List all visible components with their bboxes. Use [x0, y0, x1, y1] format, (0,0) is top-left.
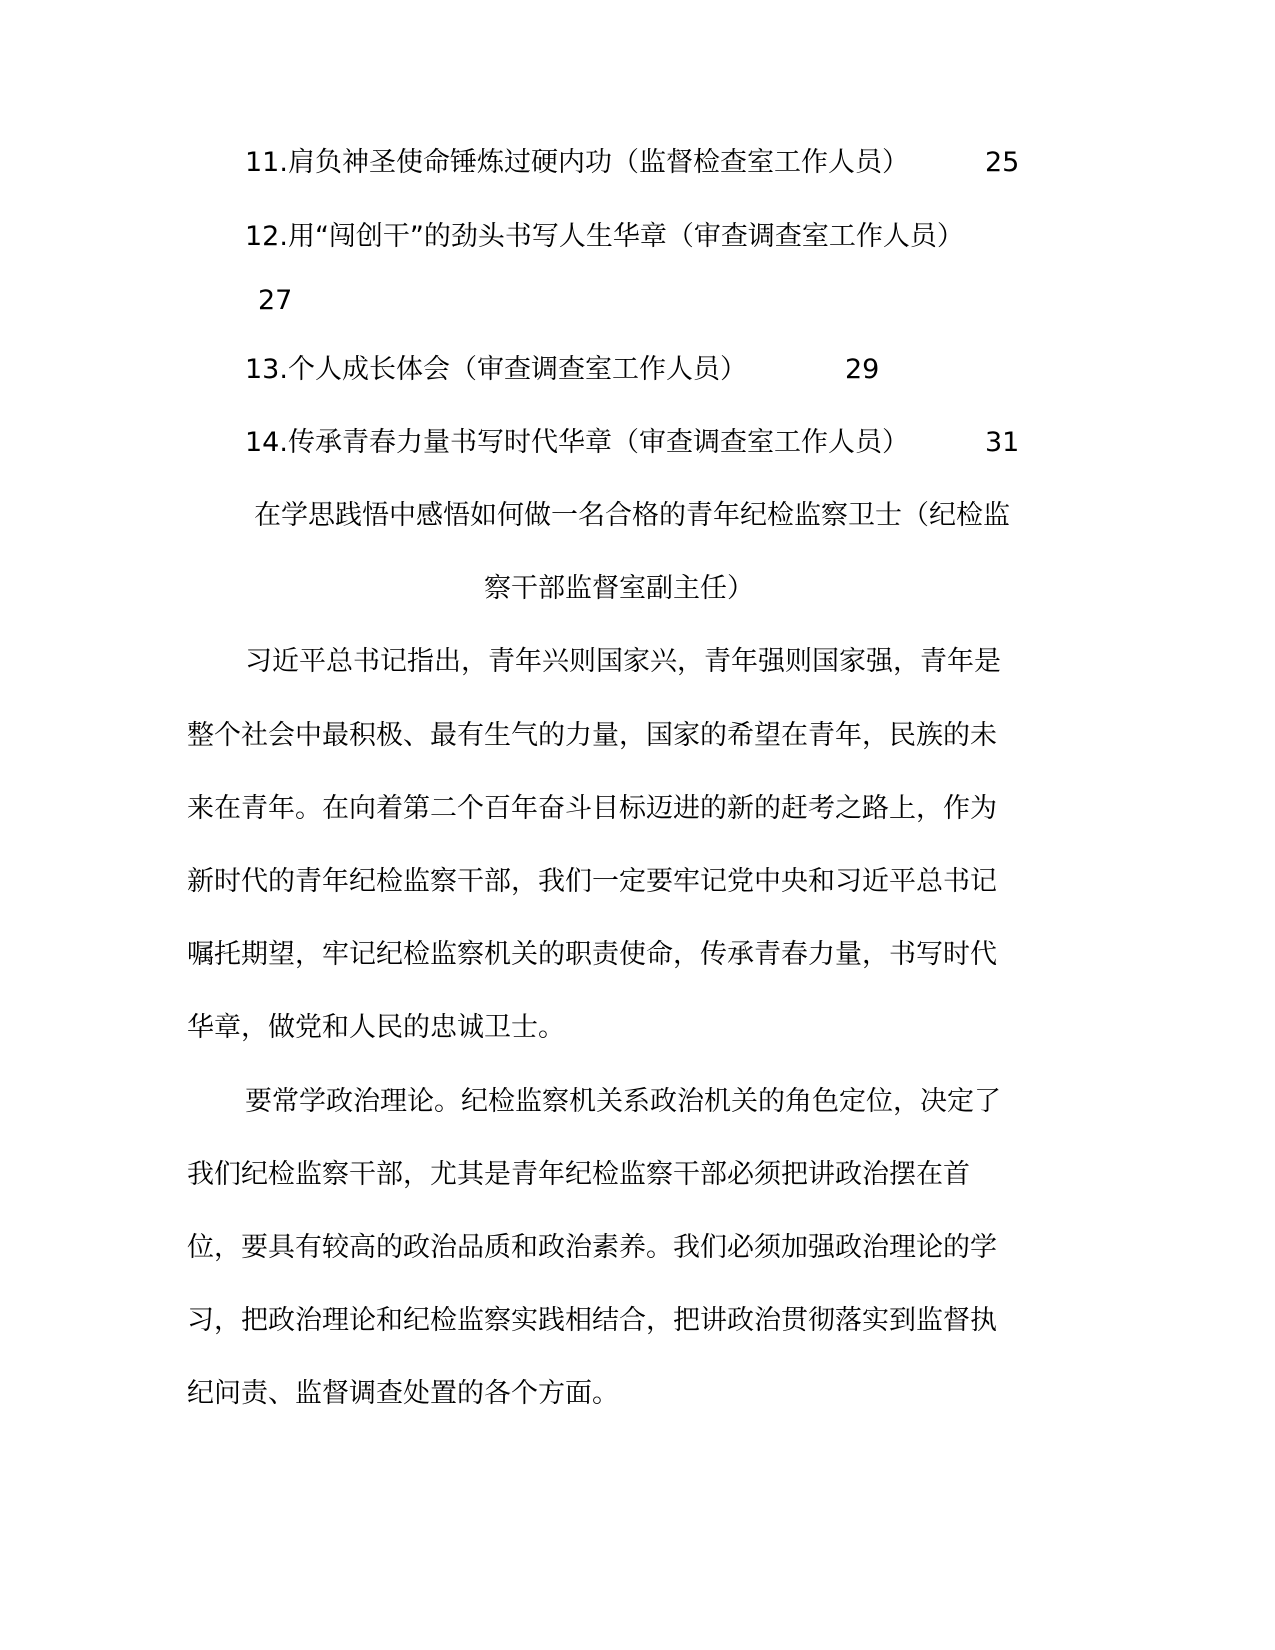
toc-entry-14: 14.传承青春力量书写时代华章（审查调查室工作人员） — [245, 427, 909, 458]
toc-page-number: 25 — [985, 147, 1020, 178]
paragraph-1-line: 整个社会中最积极、最有生气的力量，国家的希望在青年，民族的未 — [187, 720, 997, 751]
paragraph-2-line: 位，要具有较高的政治品质和政治素养。我们必须加强政治理论的学 — [187, 1232, 997, 1263]
paragraph-1-line: 习近平总书记指出，青年兴则国家兴，青年强则国家强，青年是 — [245, 646, 1001, 677]
paragraph-2-line: 我们纪检监察干部，尤其是青年纪检监察干部必须把讲政治摆在首 — [187, 1159, 970, 1190]
toc-entry-13: 13.个人成长体会（审查调查室工作人员） — [245, 354, 747, 385]
paragraph-1-line: 华章，做党和人民的忠诚卫士。 — [187, 1012, 565, 1043]
toc-entry-12: 12.用“闯创干”的劲头书写人生华章（审查调查室工作人员） — [245, 221, 964, 252]
toc-entry-11: 11.肩负神圣使命锤炼过硬内功（监督检查室工作人员） — [245, 147, 909, 178]
toc-page-number: 27 — [258, 285, 293, 316]
paragraph-1-line: 新时代的青年纪检监察干部，我们一定要牢记党中央和习近平总书记 — [187, 866, 997, 897]
paragraph-2-line: 要常学政治理论。纪检监察机关系政治机关的角色定位，决定了 — [245, 1086, 1001, 1117]
paragraph-1-line: 来在青年。在向着第二个百年奋斗目标迈进的新的赶考之路上，作为 — [187, 793, 997, 824]
article-title-line-1: 在学思践悟中感悟如何做一名合格的青年纪检监察卫士（纪检监 — [254, 500, 1010, 531]
paragraph-2-line: 纪问责、监督调查处置的各个方面。 — [187, 1378, 619, 1409]
toc-page-number: 31 — [985, 427, 1020, 458]
article-title-line-2: 察干部监督室副主任） — [484, 573, 754, 604]
paragraph-2-line: 习，把政治理论和纪检监察实践相结合，把讲政治贯彻落实到监督执 — [187, 1305, 997, 1336]
toc-page-number: 29 — [845, 354, 880, 385]
paragraph-1-line: 嘱托期望，牢记纪检监察机关的职责使命，传承青春力量，书写时代 — [187, 939, 997, 970]
